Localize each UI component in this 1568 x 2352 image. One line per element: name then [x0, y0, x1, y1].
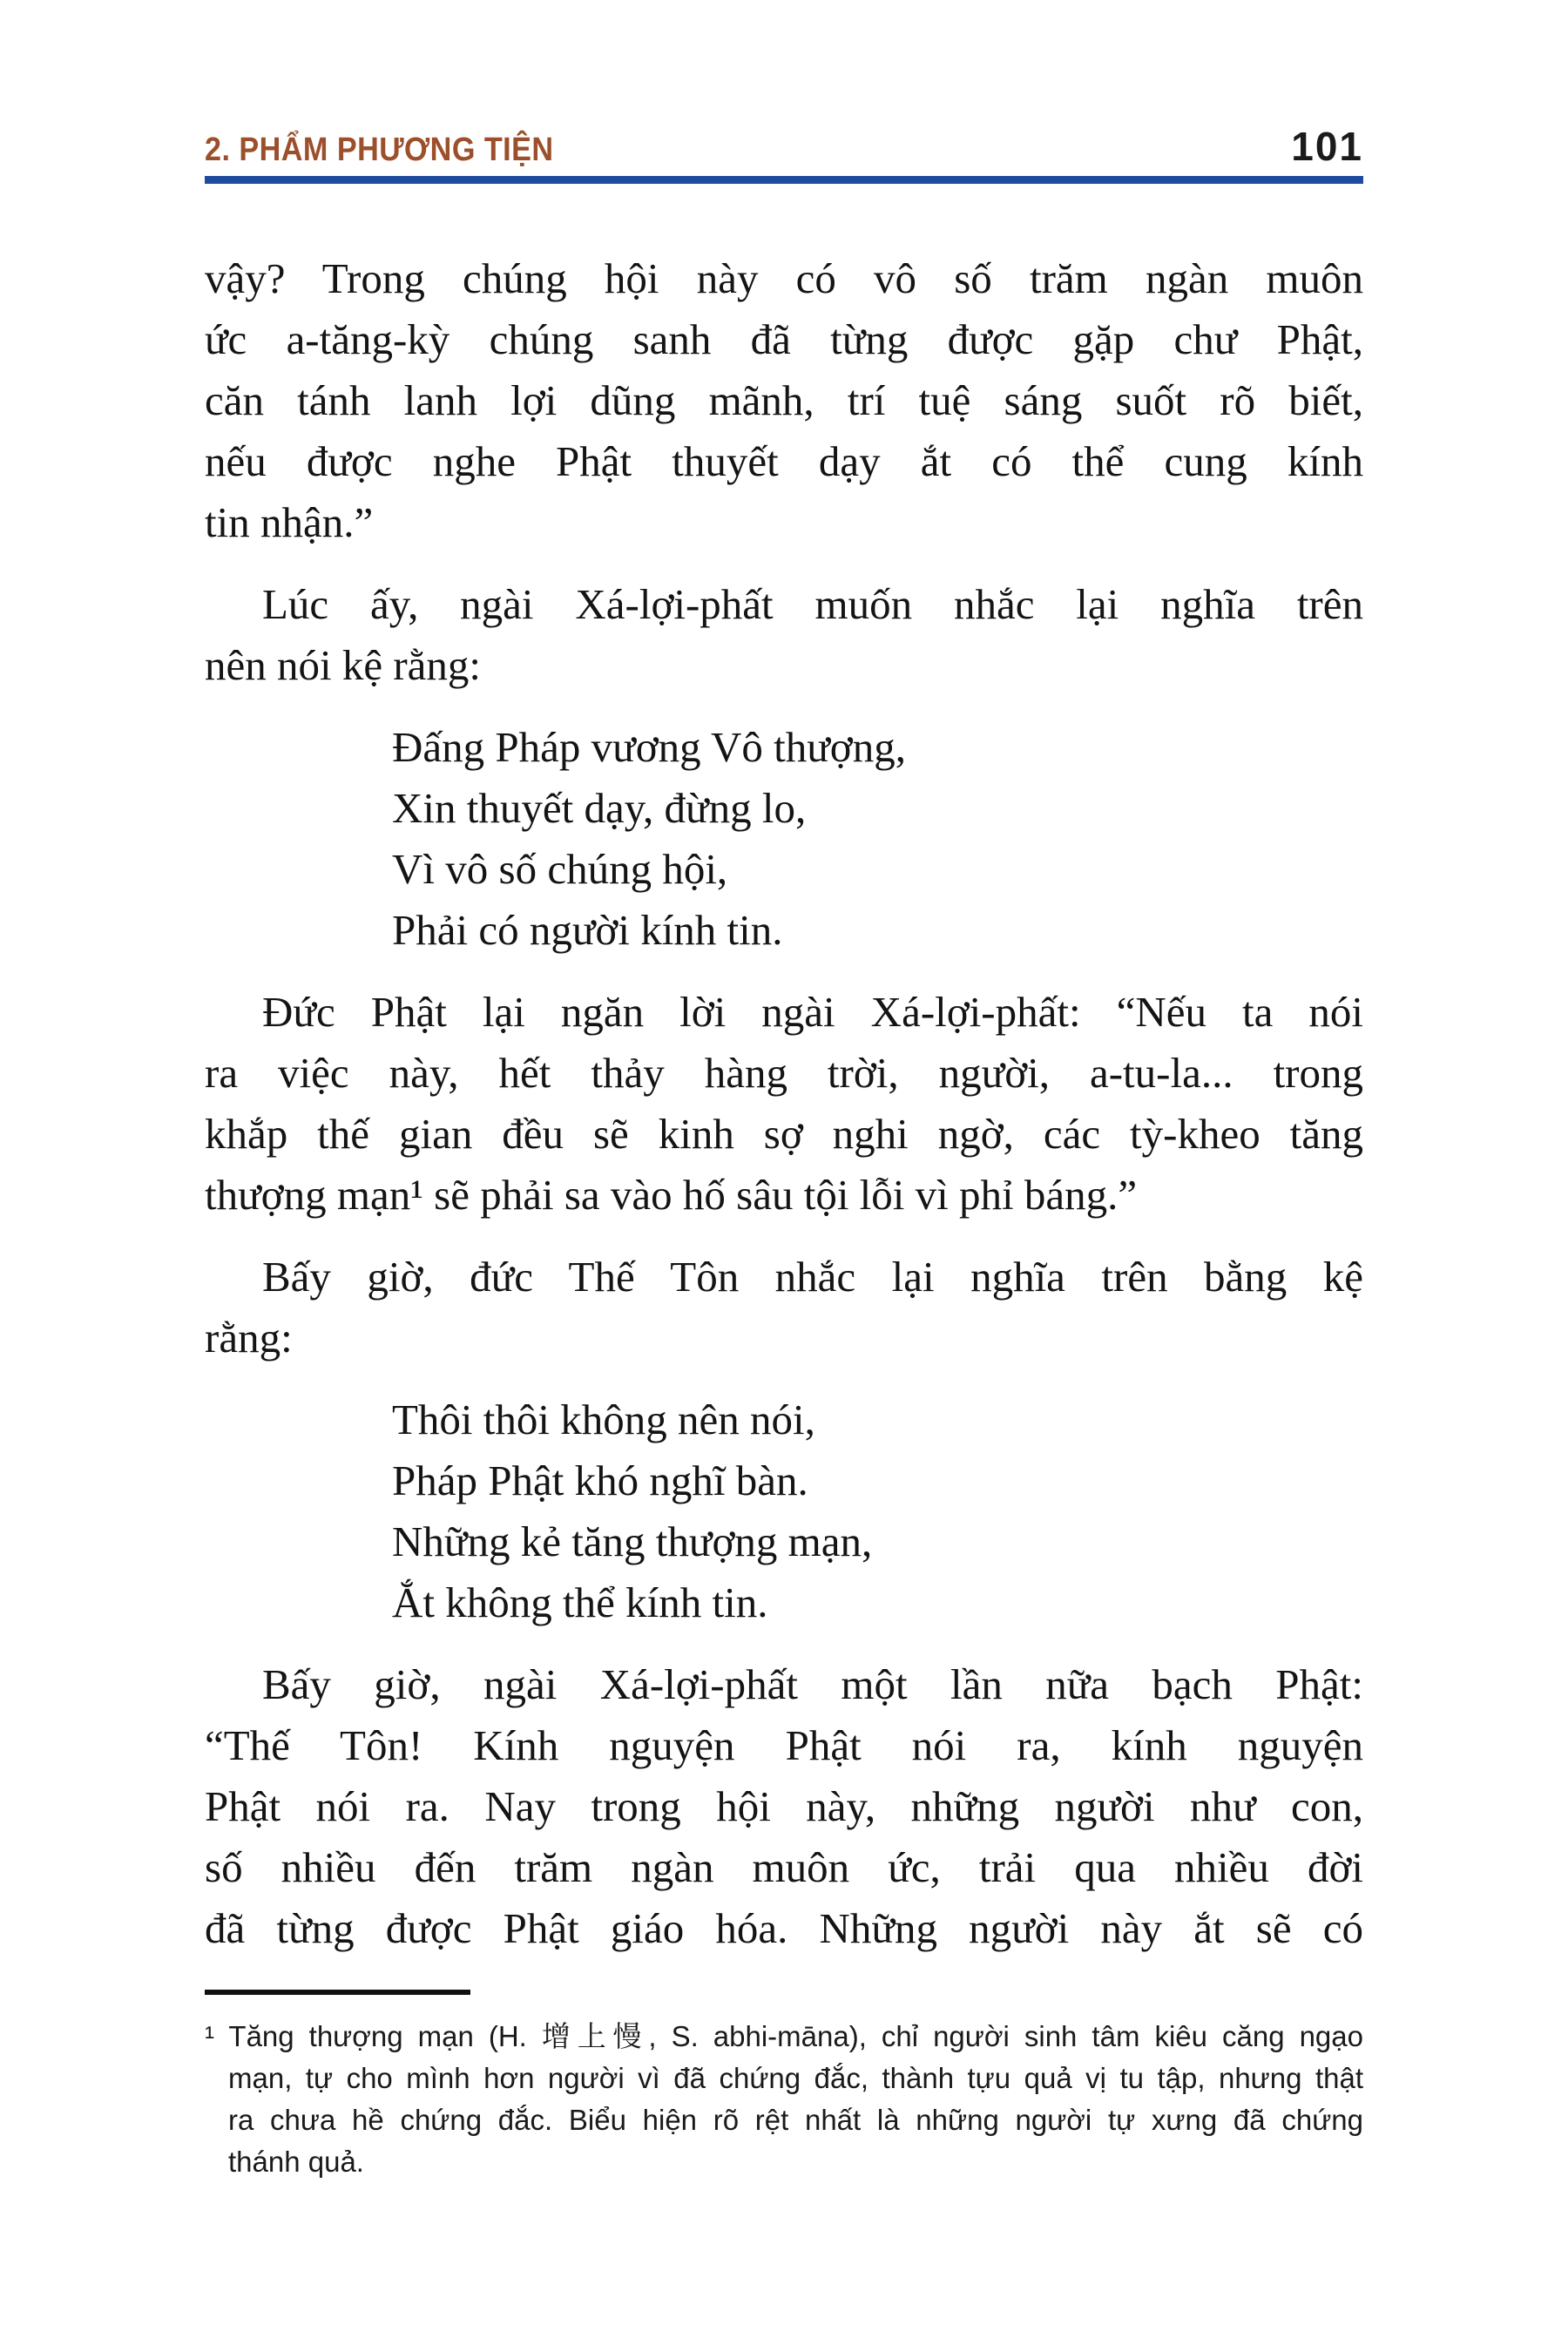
paragraph-line: Bấy giờ, đức Thế Tôn nhắc lại nghĩa trên bằng kệ: [262, 1253, 1363, 1301]
paragraph-line: căn tánh lanh lợi dũng mãnh, trí tuệ sáng suốt rõ biết,: [205, 376, 1363, 424]
footnote-rule: [205, 1990, 470, 1995]
paragraph-line: ra việc này, hết thảy hàng trời, người, a-tu-la... trong: [205, 1049, 1363, 1097]
paragraph-line: Lúc ấy, ngài Xá-lợi-phất muốn nhắc lại nghĩa trên: [262, 580, 1363, 628]
verse-block: [392, 1389, 1363, 1633]
verse-line: Xin thuyết dạy, đừng lo,: [392, 784, 807, 832]
paragraph-line: nên nói kệ rằng:: [205, 641, 482, 689]
paragraph-line: nếu được nghe Phật thuyết dạy ắt có thể cung kính: [205, 437, 1363, 485]
paragraph-line: Đức Phật lại ngăn lời ngài Xá-lợi-phất: “Nếu ta nói: [262, 988, 1363, 1036]
paragraph-line: “Thế Tôn! Kính nguyện Phật nói ra, kính nguyện: [205, 1721, 1363, 1769]
verse-line: Những kẻ tăng thượng mạn,: [392, 1517, 873, 1565]
verse-line: Thôi thôi không nên nói,: [392, 1396, 815, 1443]
paragraph-line: Bấy giờ, ngài Xá-lợi-phất một lần nữa bạch Phật:: [262, 1660, 1363, 1708]
footnote-line: thánh quả.: [228, 2146, 364, 2178]
paragraph-line: vậy? Trong chúng hội này có vô số trăm ngàn muôn: [205, 254, 1363, 302]
chapter-title: 2. PHẨM PHƯƠNG TIỆN: [205, 132, 554, 168]
paragraph: [205, 1654, 1363, 1959]
verse-line: Pháp Phật khó nghĩ bàn.: [392, 1456, 808, 1504]
paragraph: [205, 982, 1363, 1226]
paragraph-line: tin nhận.”: [205, 498, 374, 546]
paragraph-line: thượng mạn¹ sẽ phải sa vào hố sâu tội lỗi vì phỉ báng.”: [205, 1171, 1138, 1219]
verse-line: Ắt không thể kính tin.: [392, 1578, 768, 1626]
page-body: [205, 248, 1363, 1980]
header-rule: [205, 176, 1363, 184]
verse-line: Phải có người kính tin.: [392, 906, 783, 954]
paragraph-line: khắp thế gian đều sẽ kinh sợ nghi ngờ, các tỳ-kheo tăng: [205, 1110, 1363, 1158]
paragraph-line: ức a-tăng-kỳ chúng sanh đã từng được gặp chư Phật,: [205, 315, 1363, 363]
page-number: 101: [1291, 124, 1363, 169]
verse-block: [392, 717, 1363, 961]
footnote-section: [205, 1990, 1363, 2183]
paragraph-line: rằng:: [205, 1314, 293, 1362]
footnote-line: ¹ Tăng thượng mạn (H. 增上慢, S. abhi-māna), chỉ người sinh tâm kiêu căng ngạo: [205, 2020, 1363, 2052]
footnote-line: mạn, tự cho mình hơn người vì đã chứng đắc, thành tựu quả vị tu tập, nhưng thật: [228, 2062, 1363, 2094]
paragraph-line: đã từng được Phật giáo hóa. Những người này ắt sẽ có: [205, 1904, 1363, 1952]
paragraph-line: Phật nói ra. Nay trong hội này, những người như con,: [205, 1782, 1363, 1830]
paragraph: [205, 574, 1363, 696]
paragraph: [205, 1247, 1363, 1369]
verse-line: Vì vô số chúng hội,: [392, 845, 728, 893]
verse-line: Đấng Pháp vương Vô thượng,: [392, 723, 906, 771]
paragraph: [205, 248, 1363, 553]
paragraph-line: số nhiều đến trăm ngàn muôn ức, trải qua nhiều đời: [205, 1843, 1363, 1891]
footnote-line: ra chưa hề chứng đắc. Biểu hiện rõ rệt nhất là những người tự xưng đã chứng: [228, 2104, 1363, 2136]
